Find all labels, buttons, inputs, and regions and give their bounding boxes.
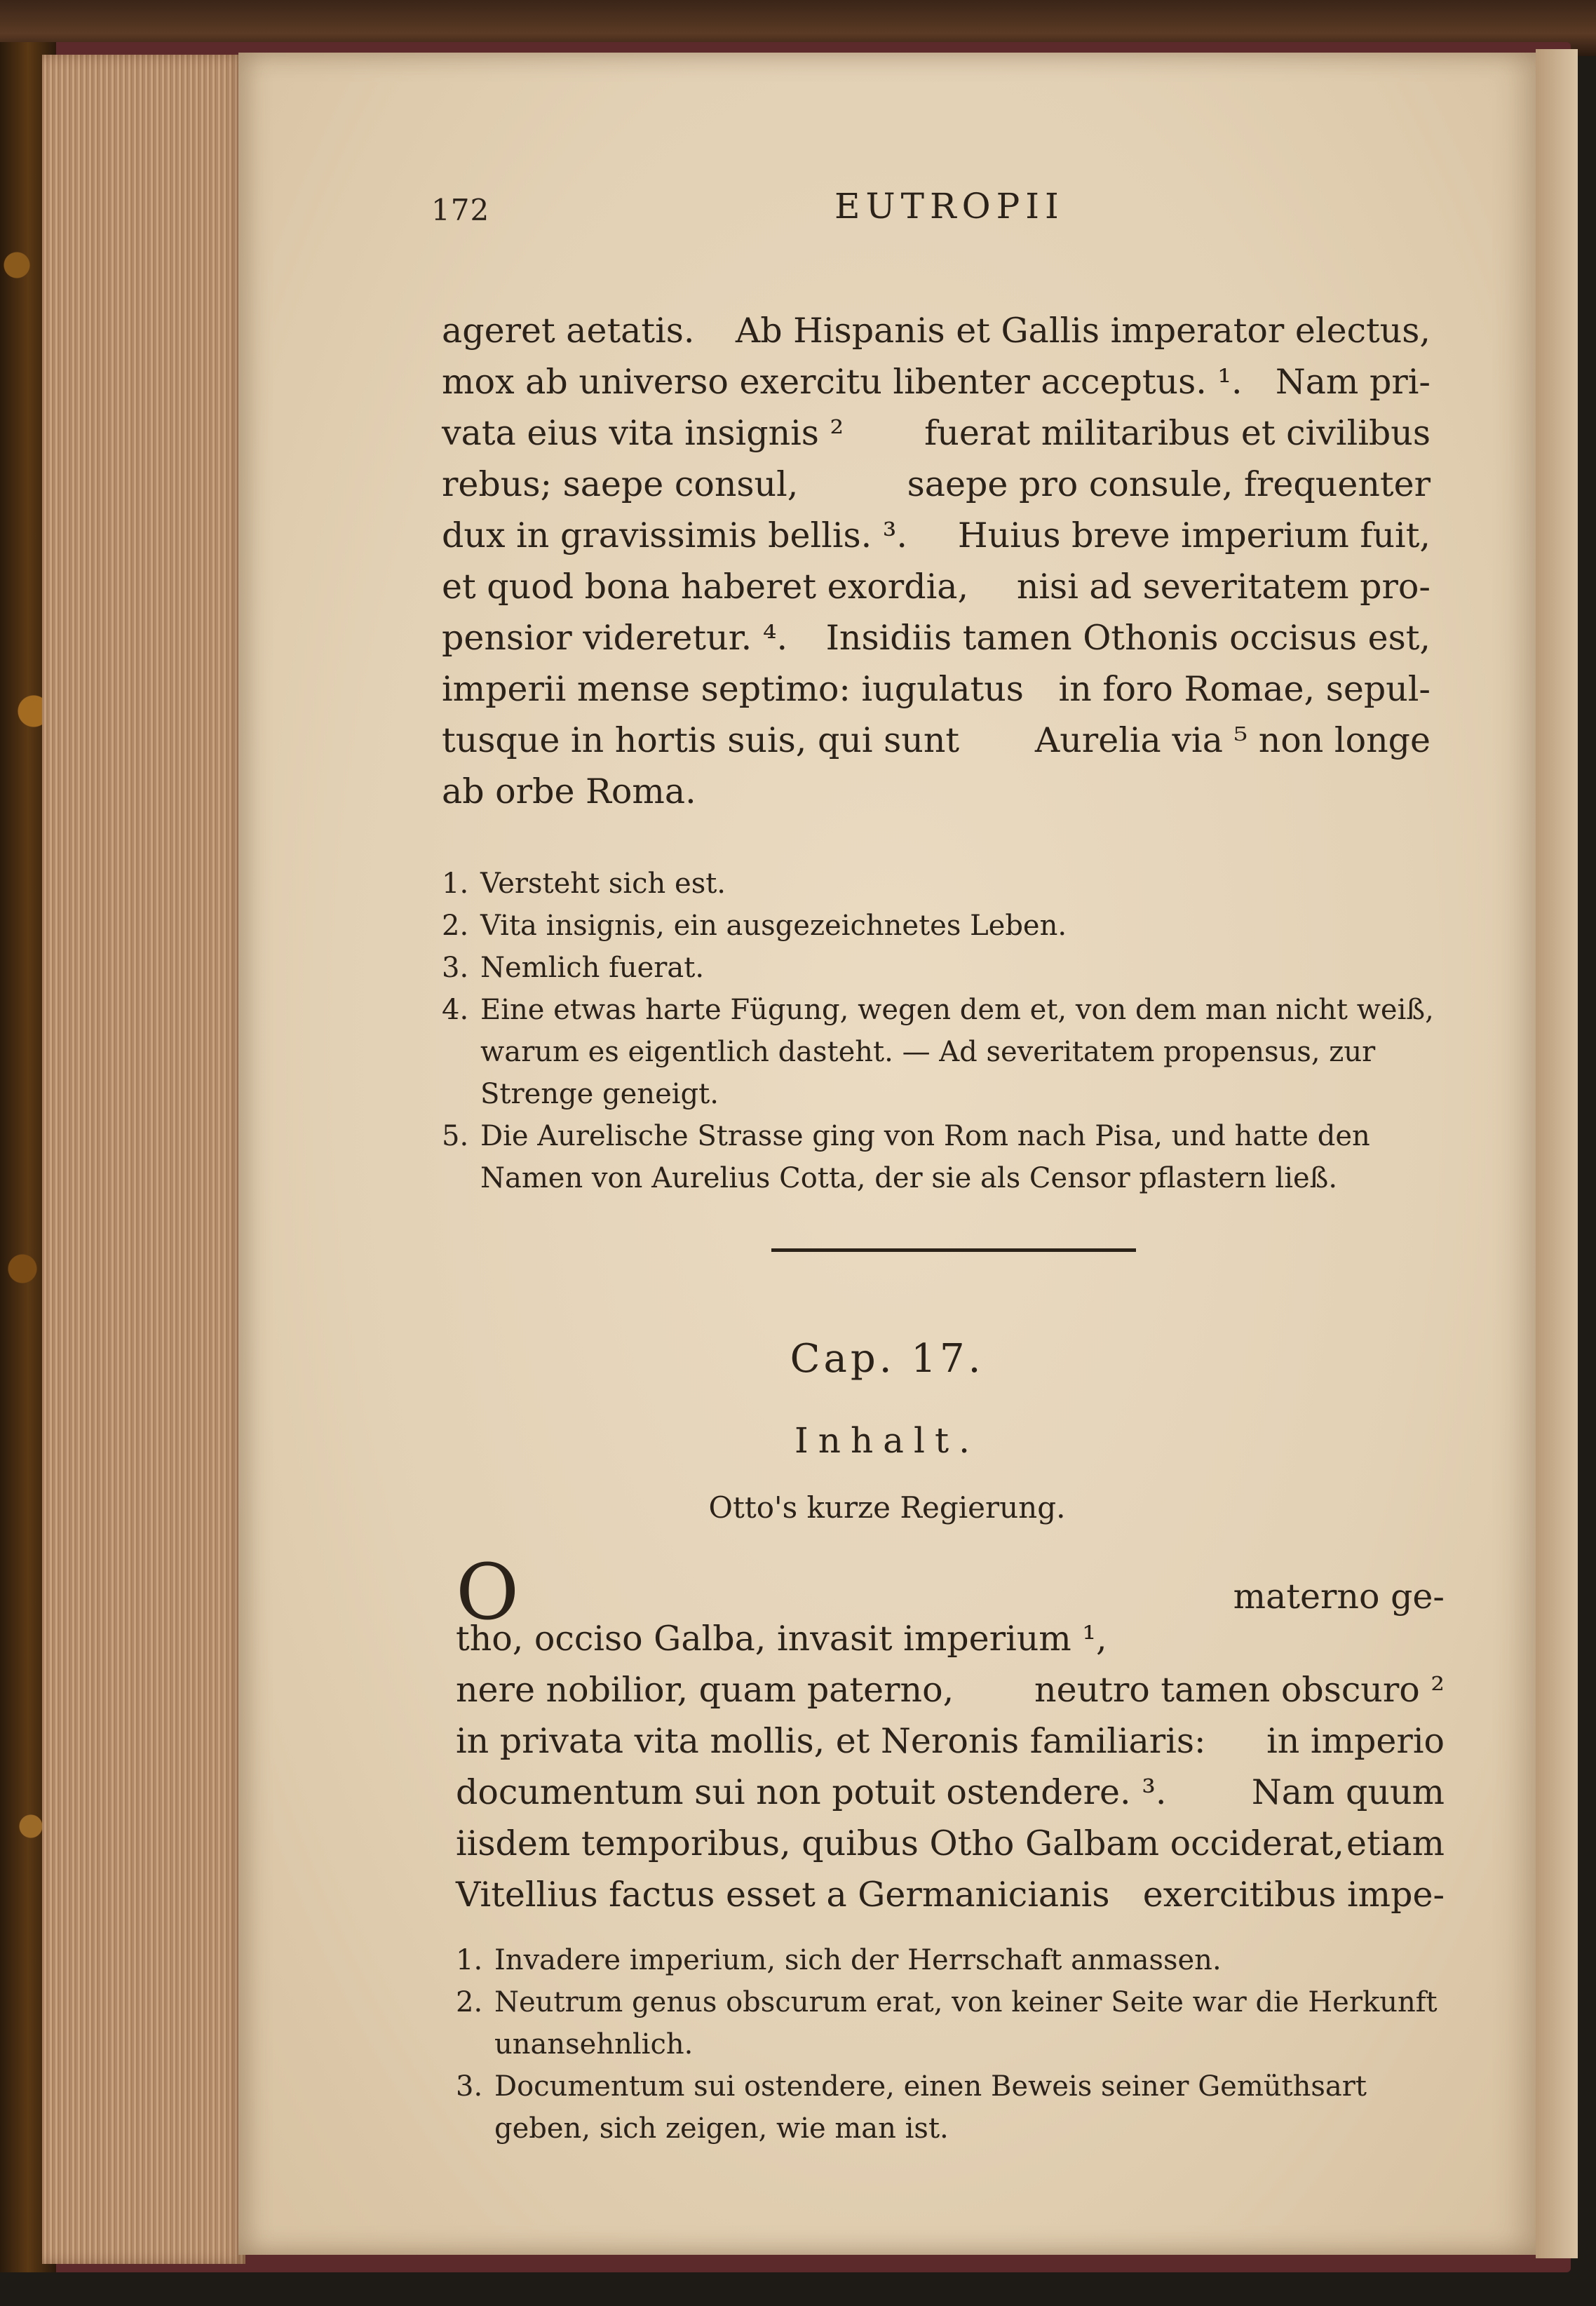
text-line: dux in gravissimis bellis. ³. Huius breve imperium fuit, <box>442 515 1431 555</box>
main-text-section-2 <box>456 1547 1445 1920</box>
text-line: iisdem temporibus, quibus Otho Galbam occiderat, etiam <box>456 1823 1445 1863</box>
footnote: 4. Eine etwas harte Fügung, wegen dem et, von dem man nicht weiß, warum es eigentlich dasteht. — Ad severitatem propensus, zur Strenge geneigt. <box>442 994 1434 1110</box>
footnote: 1. Versteht sich est. <box>442 868 726 900</box>
text-line: O tho, occiso Galba, invasit imperium ¹, materno ge- <box>456 1547 1445 1659</box>
chapter-subtitle: Otto's kurze Regierung. <box>708 1490 1066 1525</box>
text-line: et quod bona haberet exordia, nisi ad severitatem pro- <box>442 567 1431 607</box>
running-title: EUTROPII <box>834 186 1064 227</box>
footnotes-section-2 <box>456 1939 1452 2150</box>
page-edges <box>42 55 245 2264</box>
footnotes-section-1 <box>442 863 1438 1199</box>
text-line: mox ab universo exercitu libenter acceptus. ¹. Nam pri- <box>442 362 1431 402</box>
book-page <box>238 53 1536 2255</box>
text-line: ageret aetatis. Ab Hispanis et Gallis imperator electus, <box>442 311 1431 351</box>
footnote: 3. Documentum sui ostendere, einen Beweis seiner Gemüthsart geben, sich zeigen, wie man ist. <box>456 2070 1367 2145</box>
text-line: tusque in hortis suis, qui sunt Aurelia via ⁵ non longe <box>442 720 1431 760</box>
text-line: Vitellius factus esset a Germanicianis exercitibus impe- <box>456 1875 1445 1915</box>
page-number: 172 <box>431 193 490 227</box>
footnote: 2. Vita insignis, ein ausgezeichnetes Leben. <box>442 910 1067 942</box>
section-divider-rule <box>771 1248 1136 1252</box>
footnote: 3. Nemlich fuerat. <box>442 952 705 984</box>
footnote: 5. Die Aurelische Strasse ging von Rom nach Pisa, und hatte den Namen von Aurelius Cotta, der sie als Censor pflastern ließ. <box>442 1120 1370 1194</box>
main-text-section-1 <box>442 305 1431 817</box>
footnote: 2. Neutrum genus obscurum erat, von keiner Seite war die Herkunft unansehnlich. <box>456 1986 1438 2061</box>
text-line: ab orbe Roma. <box>442 771 696 811</box>
chapter-title: Cap. 17. <box>790 1336 985 1382</box>
text-line: pensior videretur. ⁴. Insidiis tamen Othonis occisus est, <box>442 618 1431 658</box>
text-line: nere nobilior, quam paterno, neutro tamen obscuro ² <box>456 1670 1445 1710</box>
text-line: imperii mense septimo: iugulatus in foro Romae, sepul- <box>442 669 1431 709</box>
text-line: vata eius vita insignis ² fuerat militaribus et civilibus <box>442 413 1431 453</box>
text-line: documentum sui non potuit ostendere. ³. Nam quum <box>456 1772 1445 1812</box>
footnote: 1. Invadere imperium, sich der Herrschaft anmassen. <box>456 1944 1222 1976</box>
facing-page-edge <box>1536 49 1578 2258</box>
chapter-inhalt-heading: Inhalt. <box>794 1420 980 1461</box>
text-line: in privata vita mollis, et Neronis familiaris: in imperio <box>456 1721 1445 1761</box>
text-line: rebus; saepe consul, saepe pro consule, frequenter <box>442 464 1431 504</box>
drop-cap: O <box>456 1547 520 1637</box>
